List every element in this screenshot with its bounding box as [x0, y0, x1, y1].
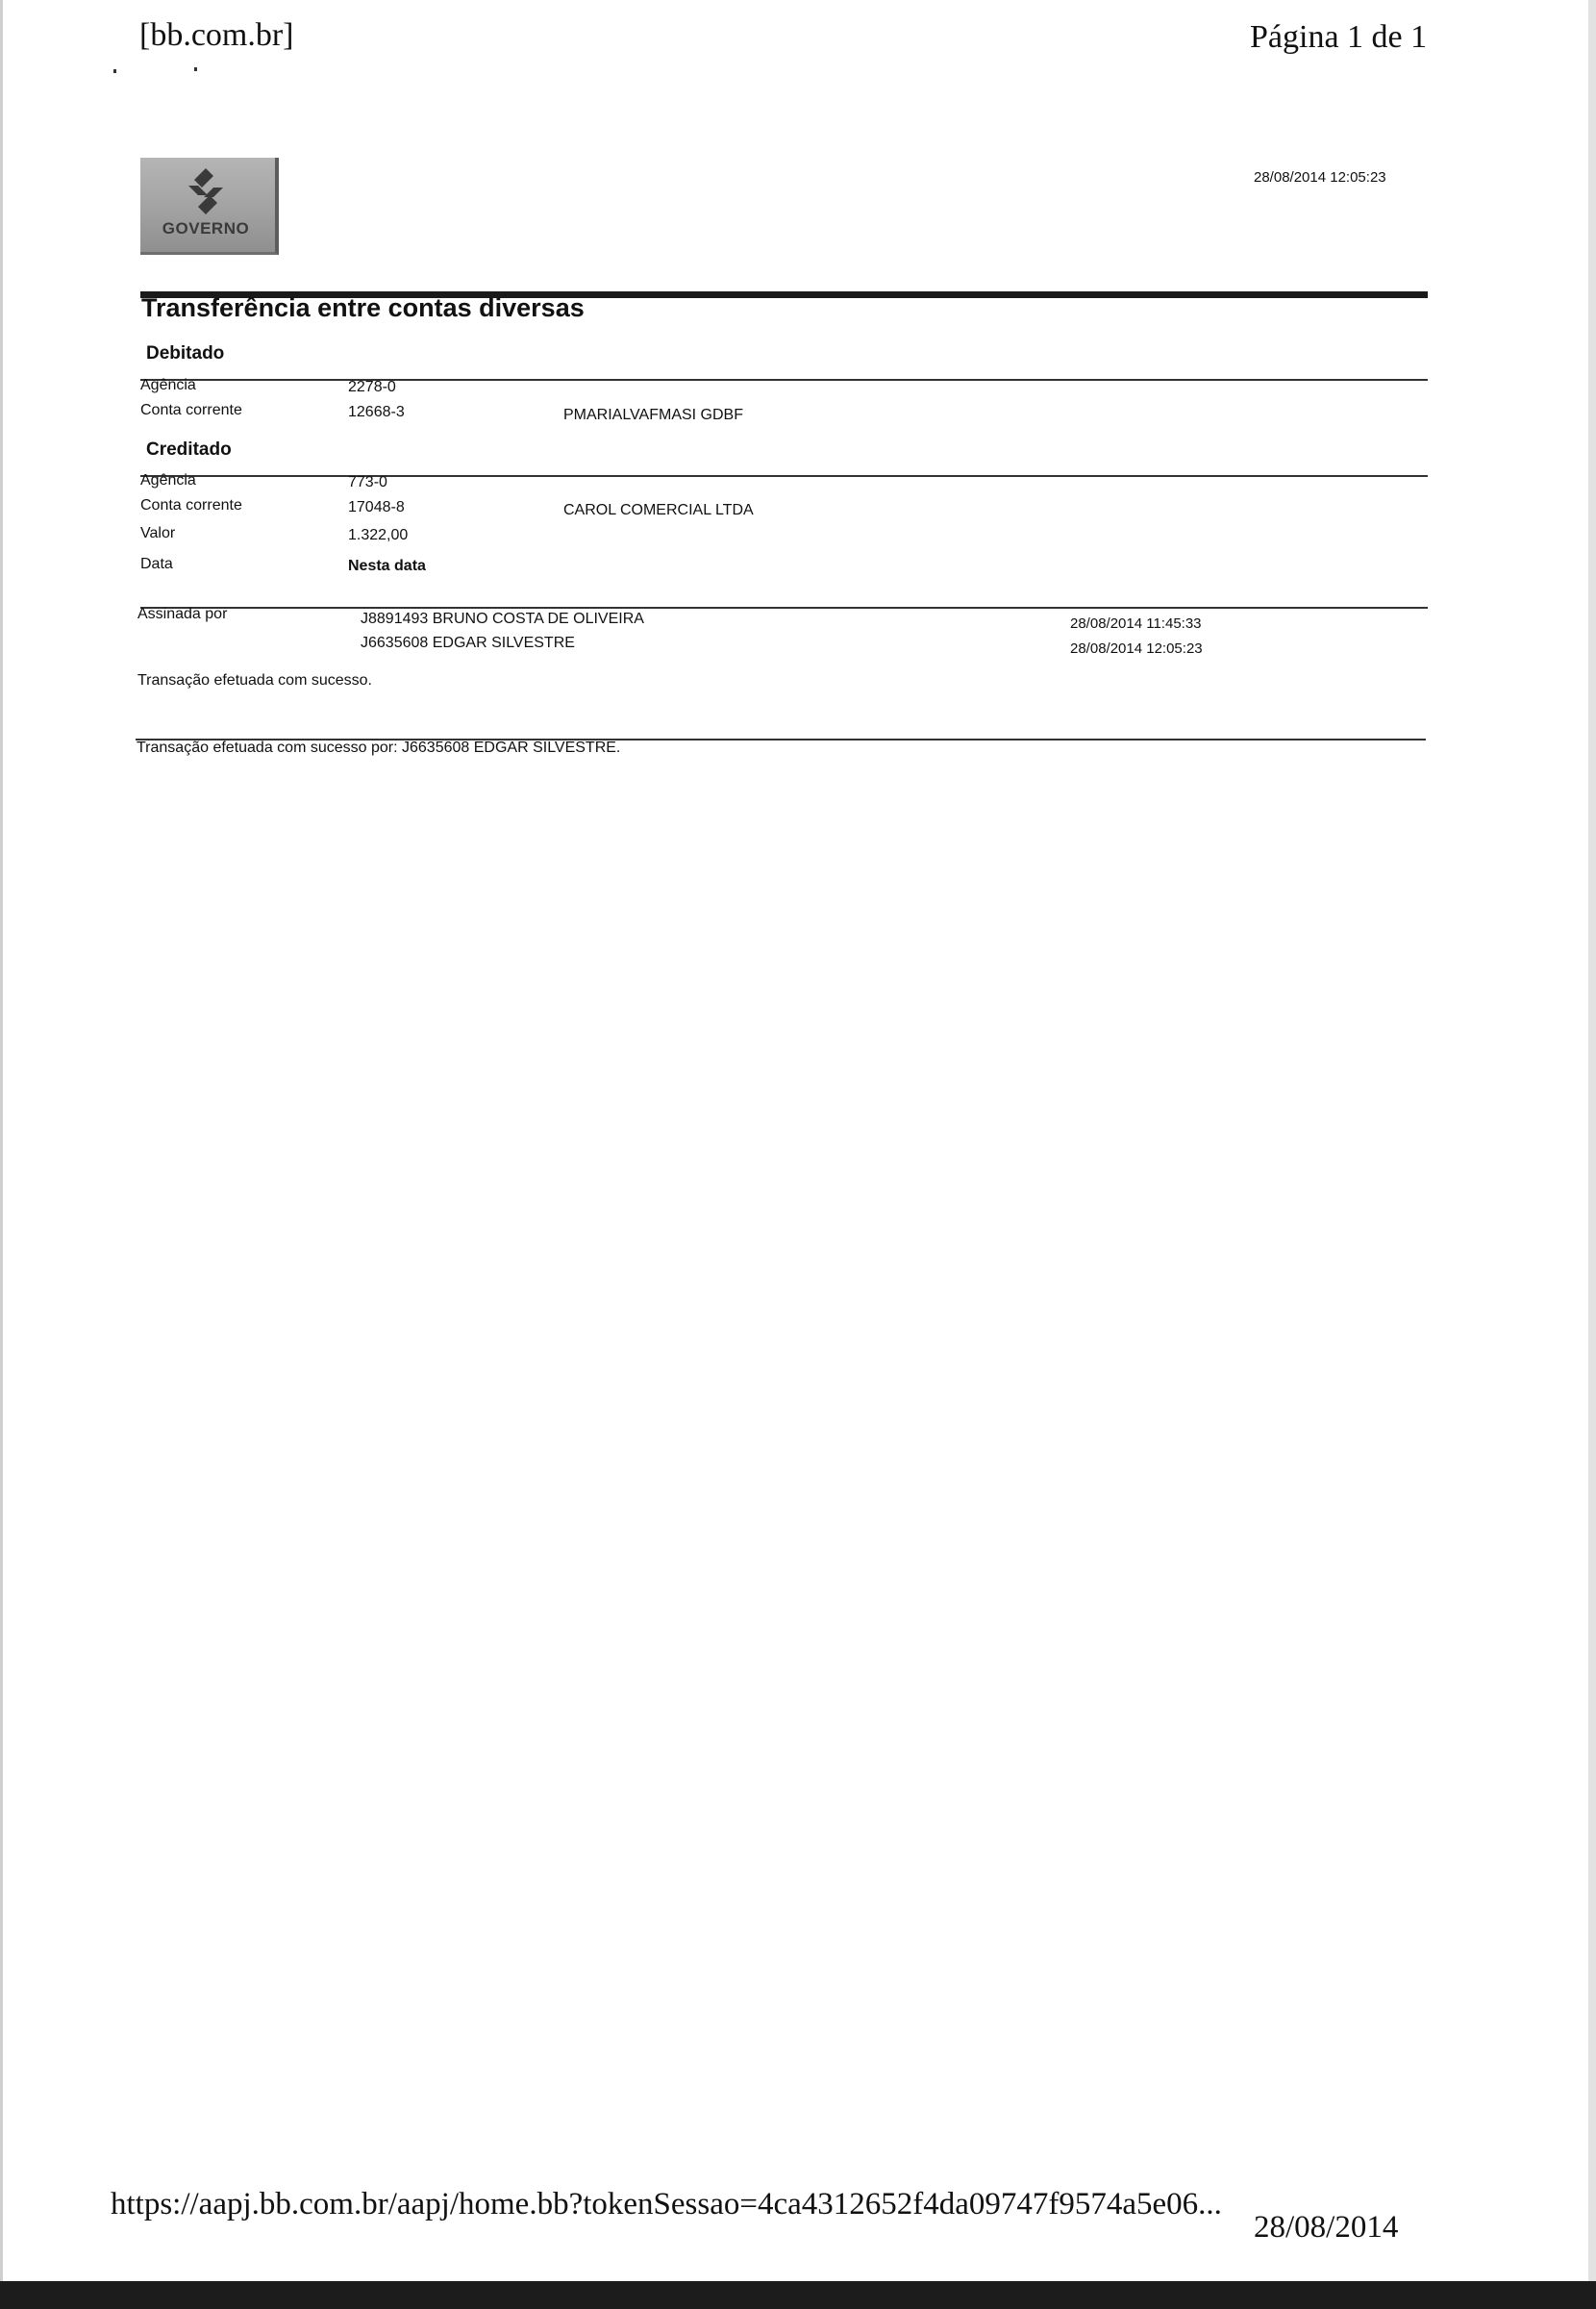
creditado-conta-holder: CAROL COMERCIAL LTDA — [563, 502, 754, 518]
generated-timestamp: 28/08/2014 12:05:23 — [1254, 169, 1386, 186]
scan-speck — [113, 69, 116, 73]
signatures-label: Assinada por — [137, 606, 228, 622]
print-header-page: Página 1 de 1 — [1250, 19, 1428, 55]
print-footer-url: https://aapj.bb.com.br/aapj/home.bb?tokenSessao=4ca4312652f4da09747f9574a5e06... — [111, 2187, 1222, 2221]
scan-speck — [194, 67, 197, 71]
scan-edge-bottom — [0, 2281, 1596, 2309]
page-title: Transferência entre contas diversas — [141, 293, 585, 322]
debitado-conta-label: Conta corrente — [140, 402, 242, 418]
creditado-data-value: Nesta data — [348, 558, 426, 574]
bank-logo-icon — [181, 166, 231, 216]
print-footer-date: 28/08/2014 — [1254, 2210, 1399, 2245]
section-creditado-heading: Creditado — [146, 439, 232, 460]
signer-datetime: 28/08/2014 12:05:23 — [1070, 640, 1203, 657]
debitado-conta-holder: PMARIALVAFMASI GDBF — [563, 407, 743, 423]
creditado-data-label: Data — [140, 556, 173, 572]
debitado-agencia-label: Agência — [140, 377, 196, 393]
signer-name: J6635608 EDGAR SILVESTRE — [361, 635, 575, 651]
scan-edge-left — [0, 0, 3, 2309]
creditado-agencia-value: 773-0 — [348, 474, 387, 490]
debitado-agencia-value: 2278-0 — [348, 379, 396, 395]
section-divider — [140, 379, 1428, 381]
creditado-valor-value: 1.322,00 — [348, 527, 409, 543]
section-debitado-heading: Debitado — [146, 343, 225, 364]
creditado-conta-label: Conta corrente — [140, 497, 242, 514]
status-message: Transação efetuada com sucesso. — [137, 672, 372, 689]
final-status-message: Transação efetuada com sucesso por: J6635608 EDGAR SILVESTRE. — [137, 740, 621, 756]
signer-name: J8891493 BRUNO COSTA DE OLIVEIRA — [361, 611, 644, 627]
signer-datetime: 28/08/2014 11:45:33 — [1070, 615, 1202, 632]
scan-edge-right — [1588, 0, 1596, 2281]
signatures-divider — [140, 607, 1428, 609]
section-divider — [140, 475, 1428, 477]
bank-logo-caption: GOVERNO — [162, 219, 250, 238]
print-header-site: [bb.com.br] — [139, 17, 294, 53]
bank-logo — [140, 158, 279, 255]
debitado-conta-value: 12668-3 — [348, 404, 405, 420]
creditado-valor-label: Valor — [140, 525, 176, 541]
creditado-conta-value: 17048-8 — [348, 499, 405, 515]
creditado-agencia-label: Agência — [140, 472, 196, 489]
